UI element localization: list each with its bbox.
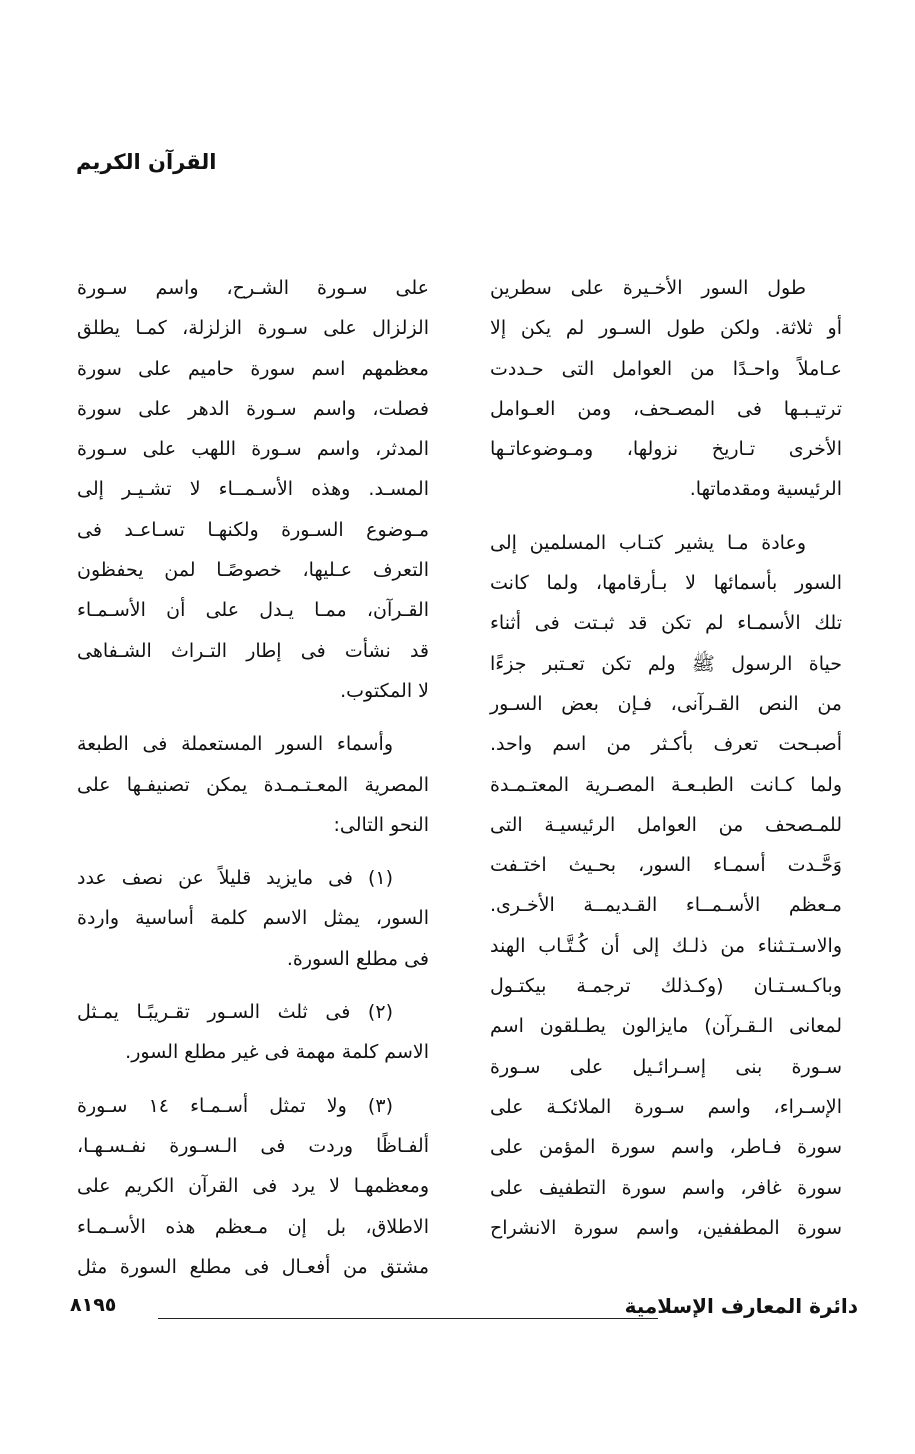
text-line: السور، يمثل الاسم كلمة أساسية واردة (77, 907, 429, 930)
text-line: المدثر، واسم سـورة اللهب على سـورة (77, 438, 429, 461)
text-line: السور بأسمائها لا بـأرقامها، ولما كانت (490, 572, 842, 595)
text-line: طول السور الأخـيرة على سطرين (490, 277, 806, 299)
text-line: فى مطلع السورة. (286, 947, 429, 970)
text-line: التعرف عـليها، خصوصًـا لمن يحفظون (77, 559, 429, 582)
text-line: مـعظم الأسـمــاء القـديمــة الأخـرى. (490, 894, 842, 917)
text-line: حياة الرسول ﷺ ولم تكن تعـتبر جزءًا (490, 652, 842, 675)
text-line: سورة المطففين، واسم سورة الانشراح (490, 1216, 842, 1239)
text-line: مشتق من أفعـال فى مطلع السورة مثل (77, 1255, 429, 1278)
text-line: من النص القـرآنى، فـإن بعض السـور (490, 692, 842, 715)
paragraph (77, 268, 429, 711)
paragraph (77, 992, 429, 1073)
text-line: المسـد. وهذه الأسـمــاء لا تشـيـر إلى (77, 478, 429, 501)
paragraph (77, 724, 429, 845)
text-line: سـورة بنى إسـرائـيل على سـورة (490, 1055, 842, 1078)
text-line: قد نشأت فى إطار التـراث الشـفاهى (77, 639, 429, 662)
paragraph (77, 1086, 429, 1287)
text-line: على سـورة الشـرح، واسم سـورة (77, 277, 429, 299)
text-line: أو ثلاثة. ولكن طول السـور لم يكن إلا (490, 317, 842, 340)
text-line: وأسماء السور المستعملة فى الطبعة (77, 733, 393, 756)
paragraph (77, 858, 429, 979)
page-footer (70, 1294, 858, 1334)
text-line: المصرية المعـتـمـدة يمكن تصنيفـها على (77, 773, 429, 796)
text-line: الزلزال على سـورة الزلزلة، كمـا يطلق (77, 317, 429, 340)
text-line: الإسـراء، واسم سـورة الملائكـة على (490, 1095, 842, 1118)
text-line: لمعانى الـقـرآن) مايزالون يطـلقون اسم (490, 1015, 842, 1038)
text-line: النحو التالى: (333, 813, 429, 836)
text-line: أصبـحت تعرف بأكـثر من اسم واحد. (490, 733, 842, 756)
text-line: ومعظمهـا لا يرد فى القرآن الكريم على (77, 1175, 429, 1198)
footer-rule (158, 1318, 658, 1319)
left-column (77, 268, 429, 1287)
text-line: وَحَّـدت أسمـاء السور، بحـيث اختـفت (490, 854, 842, 877)
text-line: (٢) فى ثلث السـور تقـريبًـا يمـثل (77, 1001, 393, 1024)
text-line: فصلت، واسم سـورة الدهر على سورة (77, 397, 429, 420)
paragraph (490, 523, 842, 1248)
text-line: (٣) ولا تمثل أسـمـاء ١٤ سـورة (77, 1094, 393, 1117)
text-line: الرئيسية ومقدماتها. (689, 478, 842, 501)
text-line: الأخرى تـاريخ نزولها، ومـوضوعاتـها (490, 438, 842, 461)
text-line: ألفـاظًا وردت فى الـسـورة نفـسـهـا، (77, 1134, 429, 1157)
text-line: الاسم كلمة مهمة فى غير مطلع السور. (125, 1041, 429, 1064)
text-line: سورة فـاطر، واسم سورة المؤمن على (490, 1136, 842, 1159)
page-number: ٨١٩٥ (70, 1294, 117, 1316)
text-line: الاطلاق، بل إن مـعظم هذه الأسـمـاء (77, 1215, 429, 1238)
text-line: القـرآن، ممـا يـدل على أن الأسـمـاء (77, 599, 429, 622)
right-column (490, 268, 842, 1248)
text-line: وباكـسـتـان (وكـذلك ترجمـة بيكتـول (490, 975, 842, 998)
text-line: ترتيـبـها فى المصـحف، ومن العـوامل (490, 397, 842, 420)
text-line: سورة غافر، واسم سورة التطفيف على (490, 1176, 842, 1199)
running-head-title: القرآن الكريم (76, 150, 217, 174)
paragraph (490, 268, 842, 510)
text-line: لا المكتوب. (340, 679, 429, 702)
text-line: (١) فى مايزيد قليلاً عن نصف عدد (77, 867, 393, 890)
text-line: والاسـتـثناء من ذلـك إلى أن كُـتَّـاب الهند (490, 934, 842, 957)
text-line: معظمهم اسم سورة حاميم على سورة (77, 357, 429, 380)
text-line: مـوضوع السـورة ولكنهـا تسـاعـد فى (77, 518, 429, 541)
text-line: ولما كـانت الطبـعـة المصـرية المعتـمـدة (490, 773, 842, 796)
text-line: للمـصحف من العوامل الرئيسيـة التى (490, 813, 842, 836)
publication-title: دائرة المعارف الإسلامية (624, 1294, 858, 1318)
text-line: عـاملاً واحـدًا من العوامل التى حـددت (490, 357, 842, 380)
text-line: وعادة مـا يشير كتـاب المسلمين إلى (490, 531, 806, 554)
text-line: تلك الأسمـاء لم تكن قد ثبـتت فى أثناء (490, 612, 842, 635)
